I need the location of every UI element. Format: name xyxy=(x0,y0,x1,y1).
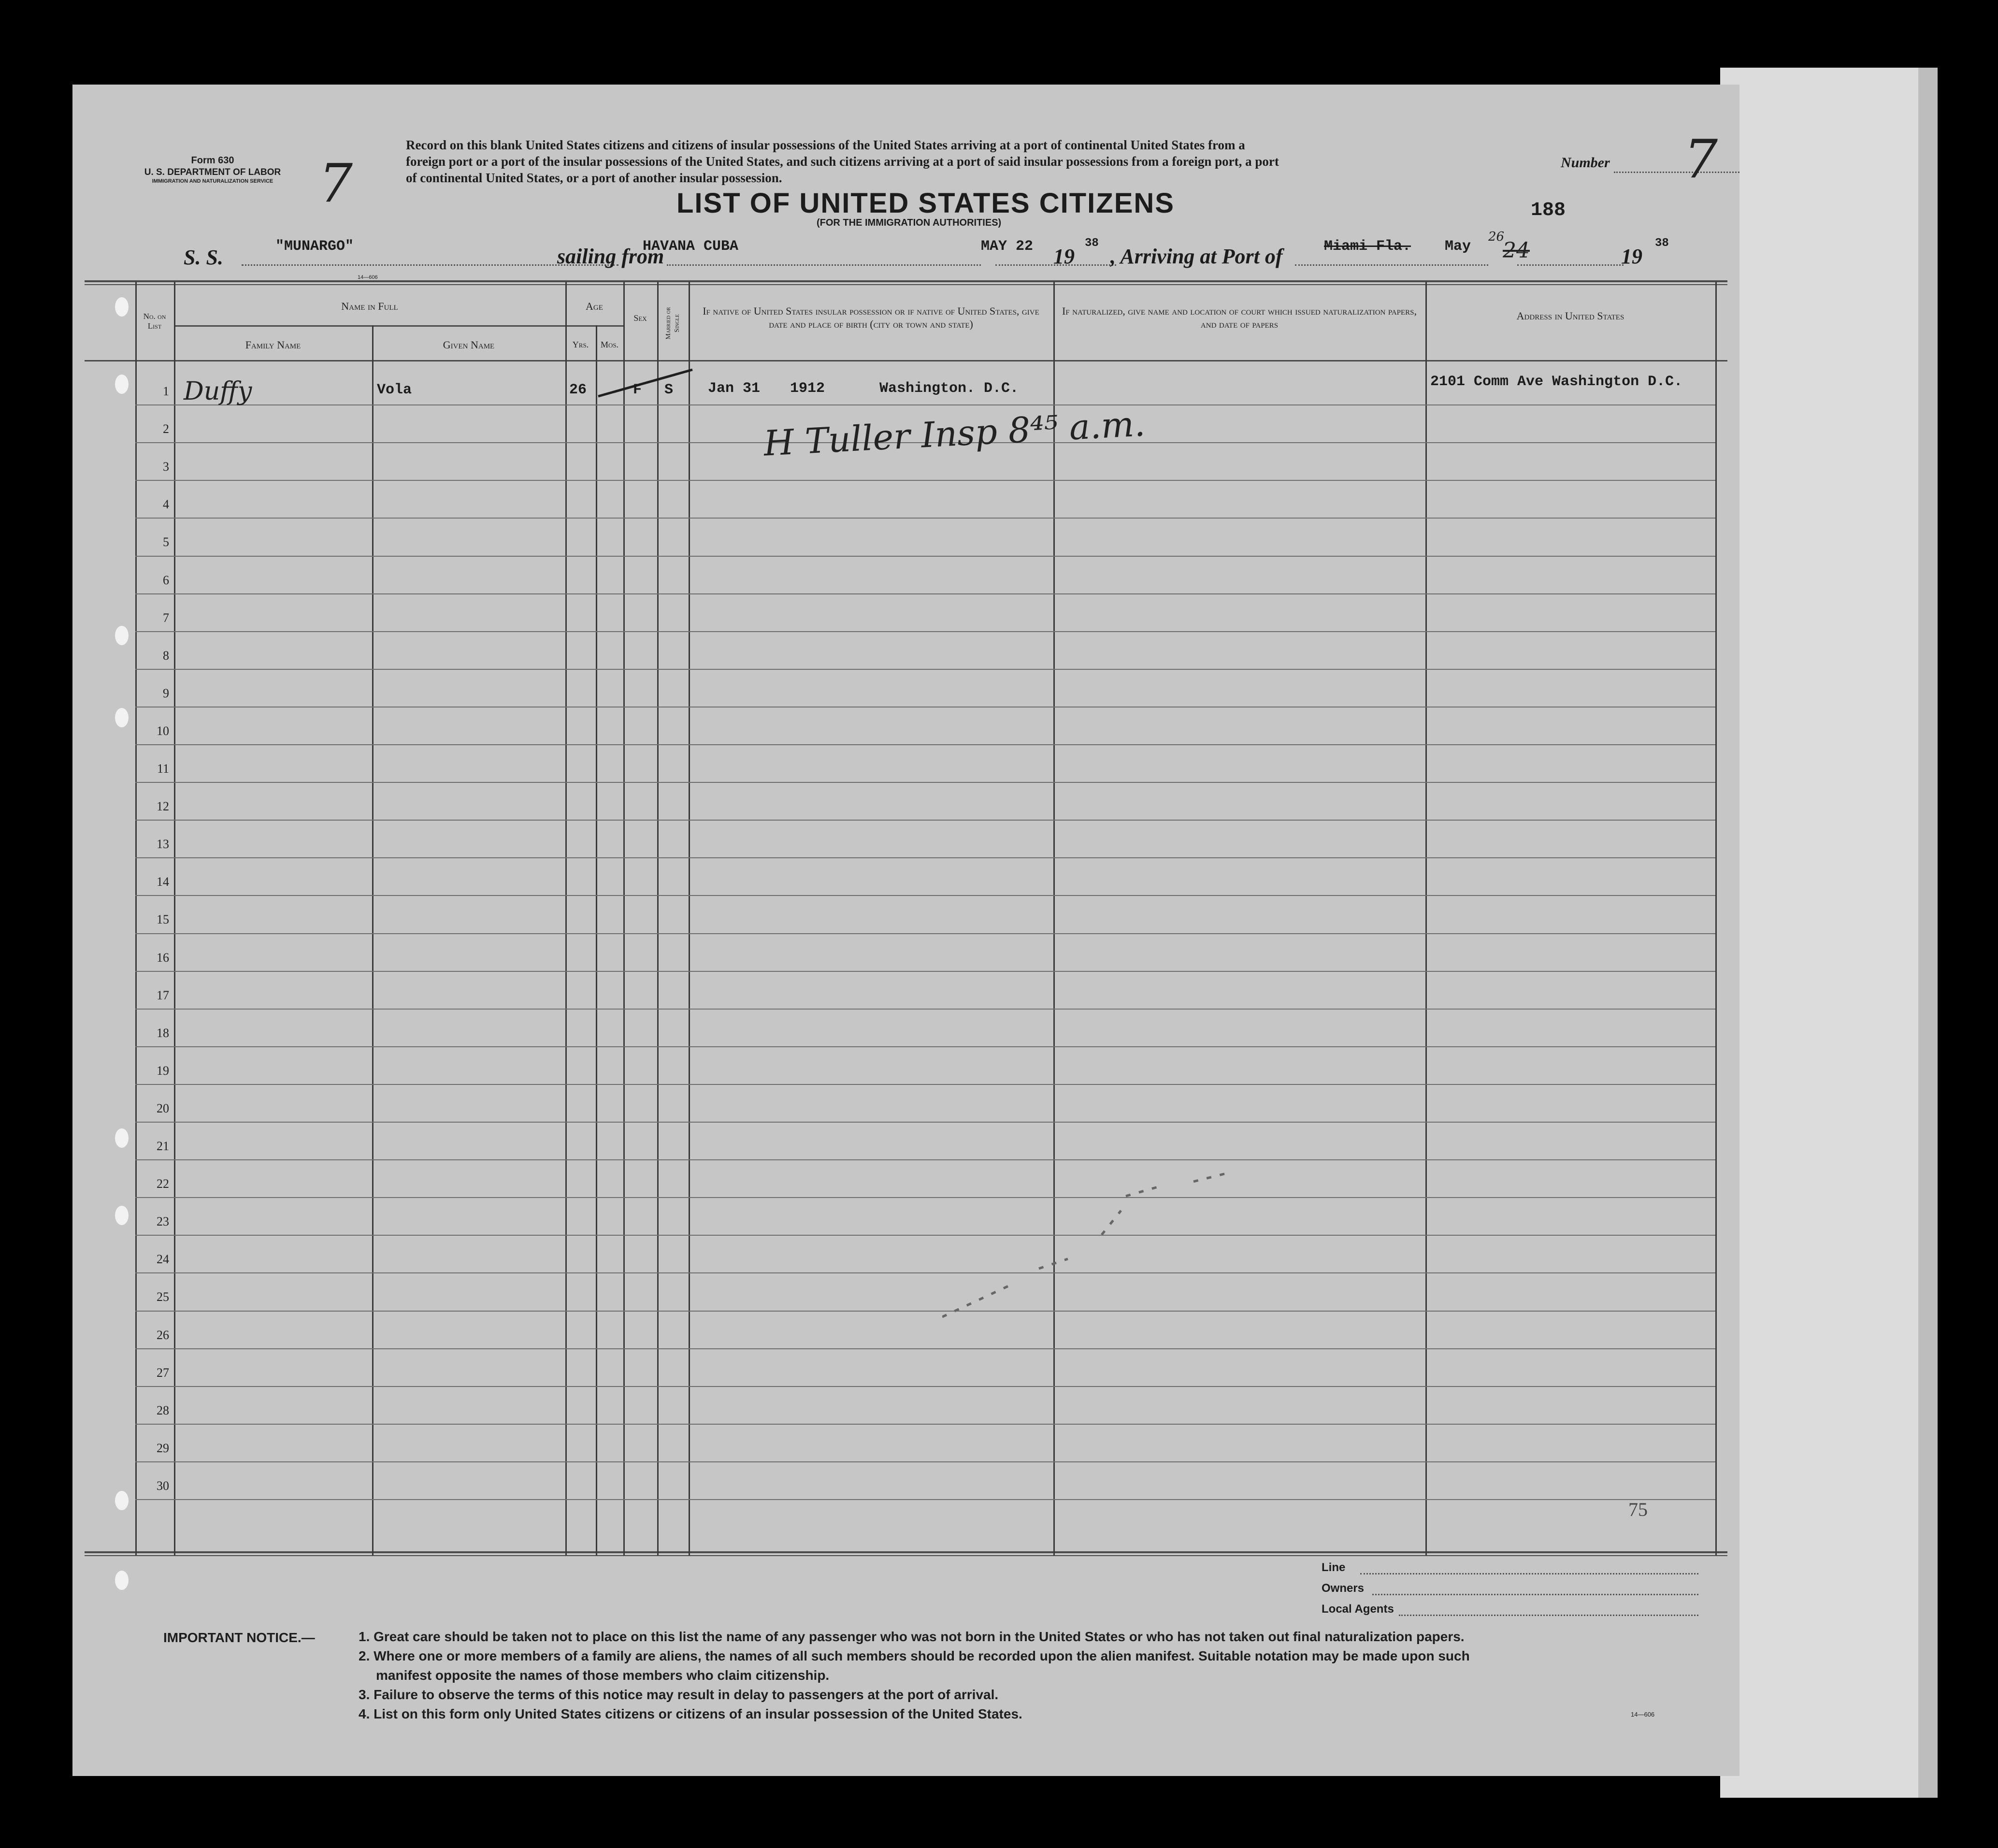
row-1-given-name: Vola xyxy=(377,382,412,398)
row-rule xyxy=(135,518,1715,519)
header-yrs: Yrs. xyxy=(572,340,589,349)
sail-year-prefix: 19 xyxy=(1053,245,1075,268)
number-value: 7 xyxy=(1684,128,1718,190)
manifest-sheet xyxy=(72,85,1739,1776)
row-1-sex: F xyxy=(633,382,642,398)
row-number: 12 xyxy=(157,799,169,814)
row-1-birth-year: 1912 xyxy=(790,380,825,397)
notice-print-code: 14—606 xyxy=(1631,1711,1655,1718)
row-1-address: 2101 Comm Ave Washington D.C. xyxy=(1430,374,1683,390)
row-number: 18 xyxy=(157,1025,169,1040)
form-number: Form 630 xyxy=(191,155,234,166)
owners-field xyxy=(1372,1594,1698,1595)
row-rule xyxy=(135,1197,1715,1198)
owners-label: Owners xyxy=(1322,1582,1365,1595)
row-number: 20 xyxy=(157,1101,169,1115)
row-number: 22 xyxy=(157,1177,169,1191)
record-instructions xyxy=(406,137,1580,186)
header-family-name: Family Name xyxy=(245,339,301,351)
row-rule xyxy=(135,1424,1715,1425)
row-1-birth-place: Washington. D.C. xyxy=(879,380,1019,397)
row-number: 8 xyxy=(163,648,169,663)
binding-hole xyxy=(115,297,129,317)
bottom-page-number: 75 xyxy=(1628,1499,1648,1520)
row-1-birth-date: Jan 31 xyxy=(708,380,761,397)
page-edge xyxy=(1918,68,1938,1798)
row-rule xyxy=(135,1461,1715,1462)
row-rule xyxy=(135,1009,1715,1010)
pencil-marks xyxy=(942,1124,1271,1351)
binding-hole xyxy=(115,1206,129,1225)
row-number: 17 xyxy=(157,988,169,1002)
col-line xyxy=(174,282,175,1555)
row-number: 23 xyxy=(157,1214,169,1229)
row-number: 19 xyxy=(157,1063,169,1078)
sail-date: MAY 22 xyxy=(981,238,1034,255)
page-subtitle: (FOR THE IMMIGRATION AUTHORITIES) xyxy=(817,217,1002,228)
binding-hole xyxy=(115,1128,129,1148)
notice-item-2: 2. Where one or more members of a family are aliens, the names of all such members should be recorded upon the alien manifest. Suitable notation may be made upon such xyxy=(359,1648,1470,1663)
table-bottom-rule xyxy=(85,1551,1727,1553)
row-1-age: 26 xyxy=(569,382,587,398)
col-line xyxy=(623,282,625,1555)
binding-hole xyxy=(115,375,129,394)
notice-item-2-cont: manifest opposite the names of those members who claim citizenship. xyxy=(376,1668,830,1683)
row-rule xyxy=(135,669,1715,670)
arrival-date-line xyxy=(1517,264,1624,266)
row-rule xyxy=(135,1046,1715,1047)
row-rule xyxy=(135,820,1715,821)
row-rule xyxy=(135,971,1715,972)
handwritten-list-number: 7 xyxy=(319,152,353,214)
header-mos: Mos. xyxy=(600,340,619,349)
number-label: Number xyxy=(1561,155,1610,171)
table-bottom-rule-2 xyxy=(85,1555,1727,1556)
col-line xyxy=(596,325,597,1555)
subheader-rule xyxy=(174,325,623,327)
header-given-name: Given Name xyxy=(443,339,495,351)
row-rule xyxy=(135,631,1715,632)
table-top-rule-2 xyxy=(85,284,1727,285)
arrival-day-struck: 24 xyxy=(1503,238,1530,263)
row-number: 26 xyxy=(157,1328,169,1342)
sailing-from: HAVANA CUBA xyxy=(643,238,739,255)
record-line-2: foreign port or a port of the insular possessions of the United States, and such citizens arriving at a port of said insular possessions from a foreign port, a port xyxy=(406,154,1279,169)
page-number-top: 188 xyxy=(1531,200,1566,221)
binding-hole xyxy=(115,708,129,727)
row-number: 21 xyxy=(157,1139,169,1153)
ship-name: "MUNARGO" xyxy=(275,238,354,255)
col-line xyxy=(657,282,659,1555)
row-number: 24 xyxy=(157,1252,169,1267)
service-name: IMMIGRATION AND NATURALIZATION SERVICE xyxy=(152,178,273,184)
row-rule xyxy=(135,1311,1715,1312)
binding-hole xyxy=(115,1571,129,1590)
row-rule xyxy=(135,1272,1715,1273)
notice-item-4: 4. List on this form only United States citizens or citizens of an insular possession of the United States. xyxy=(359,1706,1022,1721)
notice-heading: IMPORTANT NOTICE.— xyxy=(163,1630,315,1645)
row-rule xyxy=(135,1499,1715,1500)
sailing-from-line xyxy=(667,264,981,266)
inspector-annotation: H Tuller Insp 8⁴⁵ a.m. xyxy=(762,403,1146,464)
row-rule xyxy=(135,1348,1715,1349)
header-native-info: If native of United States insular possession or if native of United States, give date and place of birth (city or town and state) xyxy=(703,305,1039,330)
department-name: U. S. DEPARTMENT OF LABOR xyxy=(144,167,281,177)
col-line xyxy=(689,282,690,1555)
arrival-day: 26 xyxy=(1488,230,1505,244)
notice-item-1: 1. Great care should be taken not to place on this list the name of any passenger who was not born in the United States or who has not taken out final naturalization papers. xyxy=(359,1629,1465,1644)
form-id-block xyxy=(126,155,300,185)
row-number: 4 xyxy=(163,497,169,512)
row-rule xyxy=(135,782,1715,783)
col-line xyxy=(1053,282,1055,1555)
notice-item-3: 3. Failure to observe the terms of this notice may result in delay to passengers at the port of arrival. xyxy=(359,1687,999,1702)
row-1-tick-mark xyxy=(596,367,697,401)
underlying-page xyxy=(1720,68,1938,1798)
record-line-1: Record on this blank United States citizens and citizens of insular possessions of the United States arriving at a port of continental United States from a xyxy=(406,138,1245,152)
header-bottom-rule xyxy=(85,360,1727,361)
row-number: 1 xyxy=(163,384,169,398)
row-rule xyxy=(135,857,1715,858)
header-married-or-single: Married or Single xyxy=(665,307,681,340)
row-number: 15 xyxy=(157,912,169,927)
arrival-year-prefix: 19 xyxy=(1621,245,1642,268)
page-title: LIST OF UNITED STATES CITIZENS xyxy=(676,188,1175,219)
row-rule xyxy=(135,1235,1715,1236)
local-agents-field xyxy=(1399,1615,1698,1616)
row-number: 2 xyxy=(163,422,169,436)
header-naturalized-info: If naturalized, give name and location of court which issued naturalization papers, and date of papers xyxy=(1062,305,1417,330)
row-rule xyxy=(135,895,1715,896)
row-1-family-name: Duffy xyxy=(184,377,252,406)
row-rule xyxy=(135,744,1715,745)
row-rule xyxy=(135,404,1715,405)
header-age: Age xyxy=(586,300,603,312)
col-line xyxy=(565,282,567,1555)
table-top-rule xyxy=(85,280,1727,282)
row-rule xyxy=(135,1122,1715,1123)
binding-hole xyxy=(115,626,129,645)
row-number: 9 xyxy=(163,686,169,700)
binding-hole xyxy=(115,1491,129,1510)
row-rule xyxy=(135,593,1715,594)
row-number: 28 xyxy=(157,1403,169,1417)
row-rule xyxy=(135,1084,1715,1085)
col-line xyxy=(372,325,374,1555)
row-number: 5 xyxy=(163,535,169,549)
arrival-year: 38 xyxy=(1655,237,1669,250)
row-number: 6 xyxy=(163,573,169,587)
header-name-in-full: Name in Full xyxy=(341,300,398,312)
col-line xyxy=(1715,282,1717,1555)
row-number: 14 xyxy=(157,875,169,889)
line-label: Line xyxy=(1322,1561,1346,1574)
arriving-label: , Arriving at Port of xyxy=(1110,245,1283,268)
number-line xyxy=(1614,172,1739,173)
record-line-3: of continental United States, or a port of another insular possession. xyxy=(406,171,782,185)
row-number: 30 xyxy=(157,1478,169,1493)
arrival-port-struck: Miami Fla. xyxy=(1324,238,1411,255)
row-number: 13 xyxy=(157,837,169,852)
header-sex: Sex xyxy=(633,313,647,323)
header-no-on-list: No. on List xyxy=(143,312,166,331)
row-number: 27 xyxy=(157,1365,169,1380)
row-number: 11 xyxy=(157,762,169,776)
row-rule xyxy=(135,480,1715,481)
printer-mark: 14—606 xyxy=(358,274,378,280)
sail-year: 38 xyxy=(1085,237,1099,250)
row-rule xyxy=(135,933,1715,934)
row-number: 29 xyxy=(157,1441,169,1455)
row-1-marital: S xyxy=(664,382,674,398)
ss-label: S. S. xyxy=(184,245,223,269)
row-number: 3 xyxy=(163,460,169,474)
row-number: 10 xyxy=(157,723,169,738)
local-agents-label: Local Agents xyxy=(1322,1603,1394,1616)
row-rule xyxy=(135,1159,1715,1160)
row-number: 7 xyxy=(163,610,169,625)
row-number: 25 xyxy=(157,1290,169,1304)
row-number: 16 xyxy=(157,950,169,965)
row-rule xyxy=(135,556,1715,557)
header-address: Address in United States xyxy=(1516,310,1624,322)
arrival-month: May xyxy=(1445,238,1471,255)
row-rule xyxy=(135,1386,1715,1387)
sailing-label: sailing from xyxy=(557,245,664,268)
arrival-port-line xyxy=(1295,264,1488,266)
line-field xyxy=(1360,1573,1698,1574)
col-line xyxy=(1425,282,1427,1555)
